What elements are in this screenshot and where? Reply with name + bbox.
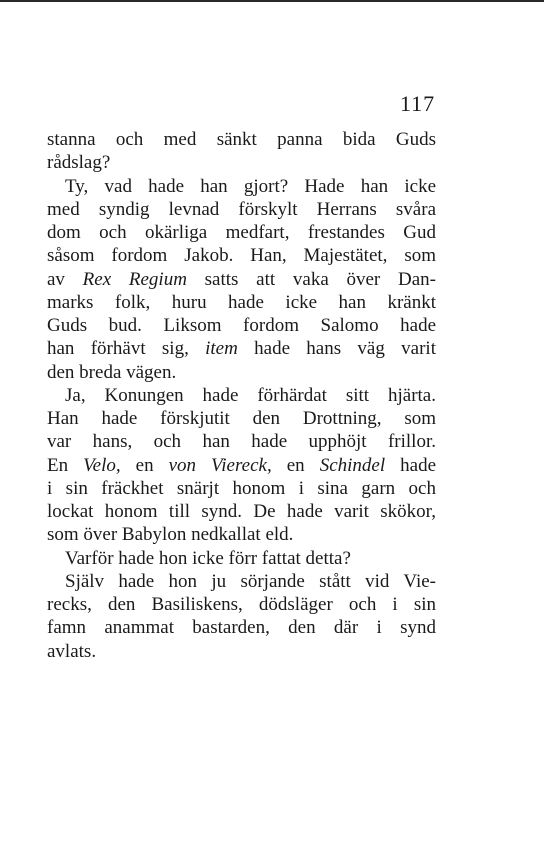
text-segment: såsom fordom Jakob. Han, Majestätet, som (47, 245, 436, 267)
text-segment: marks folk, huru hade icke han kränkt (47, 291, 436, 313)
text-segment: Varför hade hon icke förr fattat detta? (65, 547, 351, 569)
text-line (47, 570, 436, 593)
text-segment: recks, den Basiliskens, dödsläger och i sin (47, 594, 436, 615)
text-line (47, 244, 436, 267)
text-segment: av (47, 268, 83, 290)
text-segment: En (47, 454, 84, 476)
top-rule (0, 0, 544, 2)
italic-phrase: von Viereck, (168, 454, 272, 476)
text-segment: med syndig levnad förskylt Herrans svåra (47, 198, 436, 220)
text-line (47, 221, 436, 244)
text-line (47, 407, 436, 430)
text-segment: hade (385, 454, 437, 476)
text-segment: Ja, Konungen hade förhärdat sitt hjärta. (65, 384, 436, 406)
text-segment: hade hans väg varit (237, 338, 436, 360)
text-segment: avlats. (47, 640, 97, 662)
text-segment: i sin fräckhet snärjt honom i sina garn och (47, 477, 436, 499)
text-line (47, 454, 436, 477)
text-line (47, 291, 436, 314)
text-line (47, 616, 436, 639)
text-line (47, 314, 436, 337)
text-line (47, 500, 436, 523)
text-segment: stanna och med sänkt panna bida Guds (47, 129, 436, 150)
text-segment: var hans, och han hade upphöjt frillor. (47, 431, 436, 453)
text-line (47, 175, 436, 198)
text-segment: lockat honom till synd. De hade varit skökor, (47, 501, 436, 522)
text-line (47, 361, 436, 384)
italic-phrase: Velo, (83, 454, 121, 476)
paragraph (47, 175, 436, 384)
text-line (47, 198, 436, 221)
paragraph (47, 384, 436, 547)
text-segment: Han hade förskjutit den Drottning, som (47, 408, 436, 429)
italic-phrase: Schindel (319, 454, 386, 476)
text-segment: en (271, 454, 320, 476)
text-line (47, 547, 436, 570)
text-line (47, 640, 436, 663)
page-number: 117 (400, 91, 436, 116)
text-segment: en (120, 454, 169, 476)
text-line (47, 593, 436, 616)
text-line (47, 523, 436, 546)
text-segment: rådslag? (47, 152, 111, 174)
text-segment: han förhävt sig, (47, 338, 206, 360)
text-line (47, 477, 436, 500)
text-line (47, 128, 436, 151)
paragraph (47, 547, 436, 570)
text-segment: Guds bud. Liksom fordom Salomo hade (47, 315, 436, 336)
text-segment: Själv hade hon ju sörjande stått vid Vie- (65, 570, 436, 592)
text-line (47, 268, 436, 291)
text-segment: dom och okärliga medfart, frestandes Gud (47, 222, 436, 243)
body-text (47, 128, 436, 663)
text-line (47, 151, 436, 174)
italic-phrase: item (205, 338, 238, 360)
text-segment: famn anammat bastarden, den där i synd (47, 617, 436, 639)
text-line (47, 430, 436, 453)
text-segment: den breda vägen. (47, 361, 177, 383)
text-line (47, 384, 436, 407)
text-segment: Ty, vad hade han gjort? Hade han icke (65, 175, 436, 197)
text-segment: som över Babylon nedkallat eld. (47, 524, 294, 546)
paragraph (47, 570, 436, 663)
text-segment: satts att vaka över Dan- (186, 268, 436, 290)
italic-phrase: Rex Regium (82, 268, 187, 290)
paragraph (47, 128, 436, 175)
text-line (47, 337, 436, 360)
